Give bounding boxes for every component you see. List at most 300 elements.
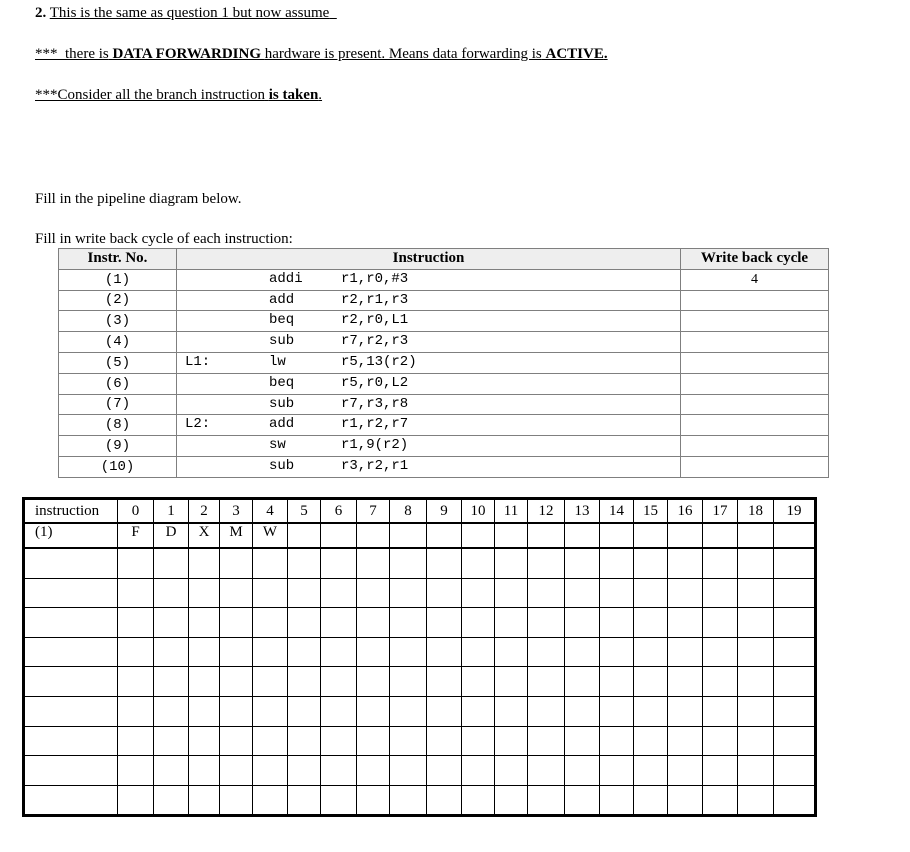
pipeline-cell[interactable] xyxy=(321,523,357,548)
instruction-cell xyxy=(177,436,681,457)
table-row xyxy=(59,373,829,394)
pipeline-cell[interactable] xyxy=(189,756,220,786)
forwarding-stars: *** xyxy=(35,46,58,62)
instruction-cell xyxy=(177,332,681,353)
pipeline-cell[interactable] xyxy=(288,548,321,578)
pipeline-cell[interactable] xyxy=(600,756,634,786)
pipeline-cell[interactable]: X xyxy=(189,523,220,548)
pipeline-cell[interactable] xyxy=(427,696,462,726)
pipeline-row-label[interactable] xyxy=(24,578,118,608)
instruction-cell xyxy=(177,311,681,332)
forwarding-active: ACTIVE xyxy=(545,46,604,62)
instruction-cell xyxy=(177,394,681,415)
instr-operands: r2,r0,L1 xyxy=(341,312,409,329)
pipeline-cell[interactable] xyxy=(600,608,634,638)
pipeline-cell[interactable] xyxy=(528,637,565,667)
pipeline-cell[interactable] xyxy=(495,667,528,697)
instr-operands: r7,r3,r8 xyxy=(341,395,409,412)
pipeline-cell[interactable] xyxy=(774,785,816,816)
pipeline-cell[interactable] xyxy=(357,578,390,608)
pipeline-cell[interactable] xyxy=(738,578,774,608)
pipeline-cell[interactable] xyxy=(427,756,462,786)
pipeline-cell[interactable] xyxy=(154,726,189,756)
pipeline-cell[interactable] xyxy=(189,667,220,697)
pipeline-cell[interactable] xyxy=(634,608,668,638)
pipeline-cell[interactable] xyxy=(462,523,495,548)
pipeline-cell[interactable] xyxy=(738,667,774,697)
pipeline-cell[interactable] xyxy=(321,785,357,816)
cycle-header: 8 xyxy=(390,499,427,524)
instr-number: (9) xyxy=(59,436,177,457)
branch-end: . xyxy=(318,87,323,103)
table-row xyxy=(59,332,829,353)
pipeline-row xyxy=(24,756,816,786)
instruction-cell xyxy=(177,415,681,436)
cycle-header: 5 xyxy=(288,499,321,524)
pipeline-cell[interactable] xyxy=(774,523,816,548)
pipeline-row xyxy=(24,696,816,726)
pipeline-cell[interactable] xyxy=(528,756,565,786)
cycle-header: 10 xyxy=(462,499,495,524)
pipeline-cell[interactable] xyxy=(220,756,253,786)
pipeline-diagram xyxy=(22,497,817,817)
cycle-header: 16 xyxy=(668,499,703,524)
pipeline-cell[interactable]: M xyxy=(220,523,253,548)
pipeline-cell[interactable] xyxy=(390,726,427,756)
fill-pipeline-prompt: Fill in the pipeline diagram below. xyxy=(35,191,242,207)
instr-number: (3) xyxy=(59,311,177,332)
pipeline-cell[interactable] xyxy=(220,578,253,608)
pipeline-cell[interactable] xyxy=(774,726,816,756)
instr-number: (10) xyxy=(59,456,177,477)
table-row xyxy=(59,456,829,477)
pipeline-cell[interactable] xyxy=(703,608,738,638)
pipeline-cell[interactable] xyxy=(528,548,565,578)
pipeline-cell[interactable] xyxy=(154,548,189,578)
pipeline-cell[interactable] xyxy=(738,726,774,756)
pipeline-cell[interactable] xyxy=(288,726,321,756)
pipeline-cell[interactable] xyxy=(390,523,427,548)
writeback-cell[interactable] xyxy=(681,394,829,415)
pipeline-cell[interactable] xyxy=(565,785,600,816)
pipeline-row-label[interactable] xyxy=(24,696,118,726)
instruction-cell xyxy=(177,373,681,394)
instr-number: (7) xyxy=(59,394,177,415)
pipeline-cell[interactable] xyxy=(288,696,321,726)
writeback-cell[interactable] xyxy=(681,415,829,436)
pipeline-cell[interactable] xyxy=(774,548,816,578)
pipeline-cell[interactable] xyxy=(774,696,816,726)
pipeline-cell[interactable] xyxy=(390,667,427,697)
pipeline-cell[interactable] xyxy=(668,667,703,697)
pipeline-cell[interactable] xyxy=(427,523,462,548)
pipeline-cell[interactable] xyxy=(427,548,462,578)
pipeline-cell[interactable] xyxy=(634,756,668,786)
pipeline-cell[interactable] xyxy=(118,578,154,608)
pipeline-cell[interactable] xyxy=(600,578,634,608)
pipeline-cell[interactable] xyxy=(189,608,220,638)
writeback-cell[interactable] xyxy=(681,436,829,457)
branch-note xyxy=(35,86,322,104)
pipeline-cell[interactable] xyxy=(565,523,600,548)
question-title xyxy=(35,4,337,22)
table-row xyxy=(59,352,829,373)
pipeline-cell[interactable] xyxy=(668,523,703,548)
pipeline-cell[interactable] xyxy=(357,523,390,548)
pipeline-row-label[interactable] xyxy=(24,667,118,697)
pipeline-cell[interactable] xyxy=(189,548,220,578)
pipeline-row xyxy=(24,726,816,756)
pipeline-cell[interactable] xyxy=(565,726,600,756)
pipeline-row-label[interactable] xyxy=(24,756,118,786)
pipeline-cell[interactable] xyxy=(495,523,528,548)
cycle-header: 1 xyxy=(154,499,189,524)
pipeline-cell[interactable] xyxy=(357,785,390,816)
pipeline-cell[interactable] xyxy=(220,608,253,638)
pipeline-cell[interactable] xyxy=(118,756,154,786)
pipeline-cell[interactable] xyxy=(634,578,668,608)
pipeline-cell[interactable] xyxy=(357,548,390,578)
pipeline-cell[interactable] xyxy=(462,756,495,786)
fill-writeback-prompt: Fill in write back cycle of each instruction: xyxy=(35,231,293,247)
pipeline-cell[interactable] xyxy=(253,608,288,638)
pipeline-cell[interactable] xyxy=(288,785,321,816)
pipeline-cell[interactable] xyxy=(220,696,253,726)
pipeline-cell[interactable] xyxy=(565,548,600,578)
pipeline-cell[interactable] xyxy=(495,785,528,816)
pipeline-row-label[interactable] xyxy=(24,726,118,756)
pipeline-row-label[interactable] xyxy=(24,548,118,578)
cycle-header: 17 xyxy=(703,499,738,524)
pipeline-cell[interactable] xyxy=(253,756,288,786)
pipeline-cell[interactable] xyxy=(774,608,816,638)
writeback-cell[interactable] xyxy=(681,352,829,373)
pipeline-cell[interactable] xyxy=(600,548,634,578)
pipeline-cell[interactable] xyxy=(600,523,634,548)
pipeline-instruction-header: instruction xyxy=(24,499,118,524)
pipeline-cell[interactable] xyxy=(565,578,600,608)
pipeline-cell[interactable] xyxy=(253,578,288,608)
pipeline-cell[interactable] xyxy=(600,667,634,697)
table-row xyxy=(59,394,829,415)
pipeline-row-label[interactable] xyxy=(24,785,118,816)
cycle-header: 6 xyxy=(321,499,357,524)
pipeline-cell[interactable] xyxy=(118,726,154,756)
pipeline-cell[interactable] xyxy=(390,696,427,726)
pipeline-cell[interactable] xyxy=(189,637,220,667)
pipeline-cell[interactable] xyxy=(565,608,600,638)
pipeline-cell[interactable] xyxy=(321,548,357,578)
pipeline-cell[interactable] xyxy=(321,667,357,697)
pipeline-cell[interactable] xyxy=(600,785,634,816)
forwarding-bold: DATA FORWARDING xyxy=(112,46,261,62)
pipeline-cell[interactable] xyxy=(703,785,738,816)
pipeline-cell[interactable] xyxy=(738,785,774,816)
pipeline-cell[interactable] xyxy=(668,578,703,608)
pipeline-cell[interactable] xyxy=(495,696,528,726)
pipeline-cell[interactable] xyxy=(634,667,668,697)
instr-number: (5) xyxy=(59,352,177,373)
writeback-cell[interactable] xyxy=(681,311,829,332)
pipeline-cell[interactable] xyxy=(668,637,703,667)
pipeline-cell[interactable] xyxy=(462,637,495,667)
pipeline-cell[interactable] xyxy=(253,726,288,756)
pipeline-cell[interactable] xyxy=(774,578,816,608)
instr-number: (8) xyxy=(59,415,177,436)
pipeline-cell[interactable] xyxy=(565,667,600,697)
pipeline-row xyxy=(24,637,816,667)
pipeline-cell[interactable] xyxy=(427,578,462,608)
pipeline-row xyxy=(24,548,816,578)
instr-number: (1) xyxy=(59,269,177,290)
instr-opcode: sw xyxy=(269,437,286,454)
pipeline-cell[interactable] xyxy=(634,523,668,548)
pipeline-cell[interactable] xyxy=(462,696,495,726)
pipeline-cell[interactable] xyxy=(390,608,427,638)
pipeline-cell[interactable] xyxy=(288,608,321,638)
pipeline-row-label[interactable] xyxy=(24,637,118,667)
pipeline-cell[interactable] xyxy=(390,578,427,608)
pipeline-row-label[interactable] xyxy=(24,608,118,638)
pipeline-cell[interactable] xyxy=(495,608,528,638)
writeback-cell[interactable]: 4 xyxy=(681,269,829,290)
pipeline-row xyxy=(24,667,816,697)
pipeline-cell[interactable] xyxy=(189,785,220,816)
pipeline-cell[interactable] xyxy=(154,578,189,608)
pipeline-cell[interactable] xyxy=(253,696,288,726)
pipeline-cell[interactable] xyxy=(220,726,253,756)
pipeline-cell[interactable] xyxy=(528,785,565,816)
pipeline-cell[interactable] xyxy=(154,696,189,726)
pipeline-cell[interactable] xyxy=(288,667,321,697)
pipeline-cell[interactable] xyxy=(565,637,600,667)
pipeline-cell[interactable] xyxy=(703,726,738,756)
pipeline-cell[interactable] xyxy=(495,548,528,578)
instr-label: L1: xyxy=(185,353,211,370)
pipeline-cell[interactable] xyxy=(390,637,427,667)
pipeline-cell[interactable] xyxy=(565,756,600,786)
pipeline-cell[interactable] xyxy=(495,756,528,786)
pipeline-cell[interactable] xyxy=(118,667,154,697)
pipeline-cell[interactable] xyxy=(220,785,253,816)
pipeline-cell[interactable] xyxy=(253,548,288,578)
pipeline-row xyxy=(24,578,816,608)
pipeline-cell[interactable] xyxy=(220,548,253,578)
table-row xyxy=(59,415,829,436)
instr-opcode: beq xyxy=(269,312,295,329)
pipeline-cell[interactable] xyxy=(118,548,154,578)
cycle-header: 0 xyxy=(118,499,154,524)
cycle-header: 11 xyxy=(495,499,528,524)
pipeline-cell[interactable] xyxy=(189,696,220,726)
pipeline-cell[interactable] xyxy=(528,523,565,548)
pipeline-cell[interactable] xyxy=(118,785,154,816)
pipeline-cell[interactable] xyxy=(774,637,816,667)
instr-opcode: beq xyxy=(269,374,295,391)
pipeline-cell[interactable] xyxy=(528,726,565,756)
pipeline-cell[interactable] xyxy=(528,696,565,726)
pipeline-cell[interactable] xyxy=(738,637,774,667)
pipeline-cell[interactable] xyxy=(634,785,668,816)
pipeline-header-row xyxy=(24,499,816,524)
pipeline-cell[interactable] xyxy=(738,608,774,638)
pipeline-cell[interactable] xyxy=(668,608,703,638)
pipeline-cell[interactable] xyxy=(321,578,357,608)
cycle-header: 4 xyxy=(253,499,288,524)
pipeline-cell[interactable] xyxy=(600,637,634,667)
pipeline-cell[interactable] xyxy=(427,667,462,697)
pipeline-cell[interactable] xyxy=(357,756,390,786)
instr-number: (2) xyxy=(59,290,177,311)
pipeline-cell[interactable] xyxy=(154,667,189,697)
pipeline-cell[interactable] xyxy=(220,637,253,667)
pipeline-cell[interactable] xyxy=(462,578,495,608)
pipeline-cell[interactable] xyxy=(390,756,427,786)
pipeline-cell[interactable] xyxy=(600,696,634,726)
pipeline-cell[interactable] xyxy=(154,756,189,786)
pipeline-cell[interactable] xyxy=(528,667,565,697)
instr-label: L2: xyxy=(185,416,211,433)
pipeline-cell[interactable] xyxy=(738,548,774,578)
pipeline-row-label[interactable]: (1) xyxy=(24,523,118,548)
pipeline-cell[interactable] xyxy=(288,637,321,667)
pipeline-cell[interactable] xyxy=(321,696,357,726)
pipeline-cell[interactable] xyxy=(600,726,634,756)
pipeline-cell[interactable] xyxy=(462,785,495,816)
instr-opcode: sub xyxy=(269,333,295,350)
instr-opcode: add xyxy=(269,416,295,433)
pipeline-cell[interactable] xyxy=(462,667,495,697)
pipeline-cell[interactable] xyxy=(703,756,738,786)
pipeline-cell[interactable] xyxy=(189,578,220,608)
pipeline-cell[interactable] xyxy=(774,756,816,786)
pipeline-cell[interactable] xyxy=(427,785,462,816)
pipeline-cell[interactable] xyxy=(668,726,703,756)
pipeline-cell[interactable] xyxy=(774,667,816,697)
col-header-writeback: Write back cycle xyxy=(681,249,829,270)
writeback-cell[interactable] xyxy=(681,290,829,311)
pipeline-cell[interactable] xyxy=(462,726,495,756)
table-row xyxy=(59,311,829,332)
writeback-cell[interactable] xyxy=(681,373,829,394)
pipeline-cell[interactable] xyxy=(118,608,154,638)
pipeline-cell[interactable] xyxy=(738,696,774,726)
pipeline-cell[interactable] xyxy=(154,608,189,638)
pipeline-cell[interactable] xyxy=(462,548,495,578)
instr-operands: r3,r2,r1 xyxy=(341,457,409,474)
branch-bold: is taken xyxy=(268,87,319,103)
pipeline-cell[interactable] xyxy=(357,696,390,726)
cycle-header: 9 xyxy=(427,499,462,524)
pipeline-cell[interactable] xyxy=(220,667,253,697)
pipeline-cell[interactable] xyxy=(288,578,321,608)
instr-operands: r1,r0,#3 xyxy=(341,270,409,287)
pipeline-cell[interactable] xyxy=(703,548,738,578)
pipeline-cell[interactable] xyxy=(154,637,189,667)
instruction-table-header xyxy=(59,249,829,270)
pipeline-cell[interactable] xyxy=(321,608,357,638)
pipeline-cell[interactable] xyxy=(321,726,357,756)
cycle-header: 18 xyxy=(738,499,774,524)
cycle-header: 7 xyxy=(357,499,390,524)
pipeline-cell[interactable] xyxy=(118,637,154,667)
instr-operands: r5,13(r2) xyxy=(341,353,417,370)
cycle-header: 15 xyxy=(634,499,668,524)
pipeline-cell[interactable] xyxy=(495,726,528,756)
instr-operands: r5,r0,L2 xyxy=(341,374,409,391)
pipeline-cell[interactable] xyxy=(668,756,703,786)
pipeline-cell[interactable] xyxy=(668,548,703,578)
pipeline-cell[interactable] xyxy=(634,726,668,756)
pipeline-cell[interactable] xyxy=(253,667,288,697)
instr-opcode: addi xyxy=(269,270,303,287)
pipeline-cell[interactable] xyxy=(703,696,738,726)
pipeline-cell[interactable] xyxy=(427,726,462,756)
instr-opcode: add xyxy=(269,291,295,308)
writeback-cell[interactable] xyxy=(681,456,829,477)
cycle-header: 19 xyxy=(774,499,816,524)
pipeline-cell[interactable] xyxy=(253,637,288,667)
writeback-cell[interactable] xyxy=(681,332,829,353)
pipeline-cell[interactable] xyxy=(495,637,528,667)
pipeline-cell[interactable] xyxy=(703,667,738,697)
instr-number: (6) xyxy=(59,373,177,394)
pipeline-cell[interactable] xyxy=(357,608,390,638)
pipeline-cell[interactable] xyxy=(357,667,390,697)
pipeline-cell[interactable] xyxy=(495,578,528,608)
pipeline-cell[interactable] xyxy=(462,608,495,638)
pipeline-cell[interactable] xyxy=(427,637,462,667)
pipeline-cell[interactable] xyxy=(189,726,220,756)
pipeline-cell[interactable] xyxy=(703,578,738,608)
question-number: 2. xyxy=(35,5,47,21)
pipeline-cell[interactable]: F xyxy=(118,523,154,548)
pipeline-cell[interactable] xyxy=(390,785,427,816)
pipeline-cell[interactable] xyxy=(668,696,703,726)
pipeline-cell[interactable] xyxy=(634,696,668,726)
pipeline-cell[interactable] xyxy=(565,696,600,726)
pipeline-cell[interactable] xyxy=(427,608,462,638)
pipeline-cell[interactable] xyxy=(634,637,668,667)
pipeline-cell[interactable] xyxy=(321,756,357,786)
pipeline-cell[interactable] xyxy=(738,523,774,548)
pipeline-cell[interactable] xyxy=(118,696,154,726)
instr-opcode: sub xyxy=(269,457,295,474)
instr-operands: r7,r2,r3 xyxy=(341,333,409,350)
pipeline-cell[interactable] xyxy=(528,578,565,608)
question-title-text: This is the same as question 1 but now assume xyxy=(49,5,330,21)
pipeline-cell[interactable] xyxy=(703,523,738,548)
pipeline-cell[interactable]: W xyxy=(253,523,288,548)
pipeline-cell[interactable] xyxy=(634,548,668,578)
pipeline-cell[interactable] xyxy=(357,637,390,667)
pipeline-cell[interactable] xyxy=(288,756,321,786)
pipeline-cell[interactable] xyxy=(668,785,703,816)
cycle-header: 13 xyxy=(565,499,600,524)
forwarding-mid: hardware is present. Means data forwarding is xyxy=(264,46,542,62)
pipeline-cell[interactable] xyxy=(253,785,288,816)
pipeline-cell[interactable] xyxy=(528,608,565,638)
pipeline-cell[interactable] xyxy=(321,637,357,667)
pipeline-cell[interactable] xyxy=(738,756,774,786)
pipeline-cell[interactable] xyxy=(390,548,427,578)
pipeline-row xyxy=(24,785,816,816)
pipeline-cell[interactable] xyxy=(288,523,321,548)
pipeline-cell[interactable]: D xyxy=(154,523,189,548)
pipeline-cell[interactable] xyxy=(154,785,189,816)
pipeline-cell[interactable] xyxy=(357,726,390,756)
pipeline-cell[interactable] xyxy=(703,637,738,667)
